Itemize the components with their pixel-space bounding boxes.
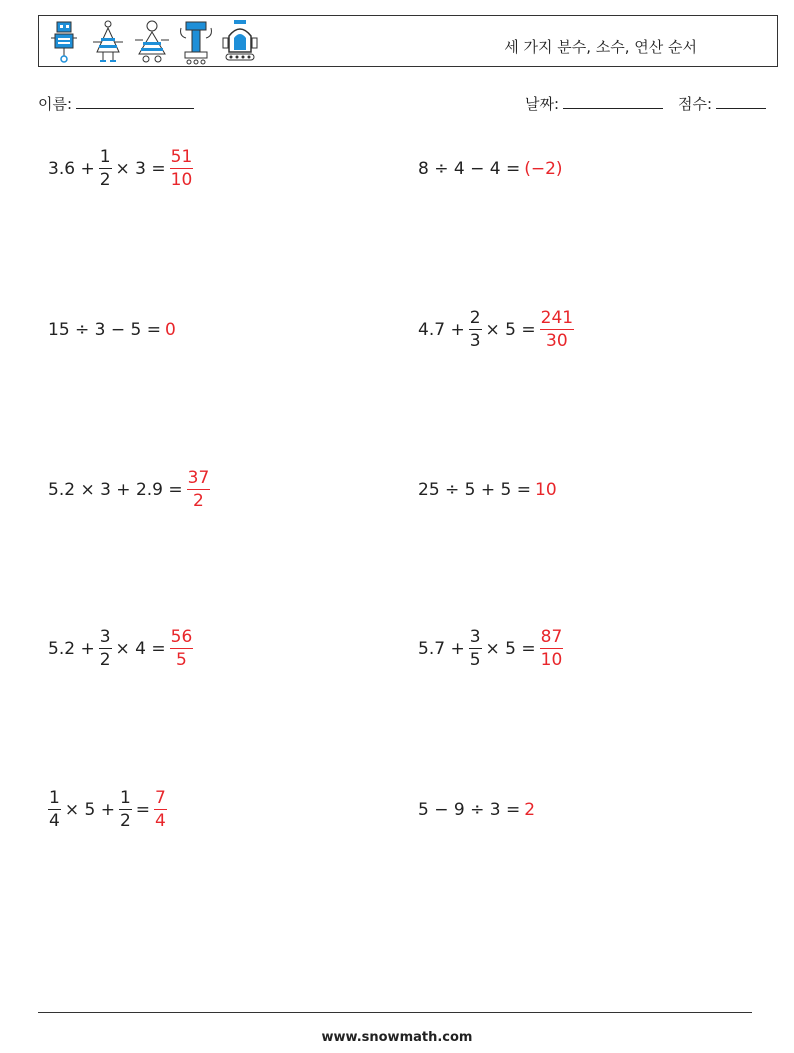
denominator: 5 xyxy=(469,650,481,670)
numerator: 241 xyxy=(540,308,574,328)
denominator: 2 xyxy=(99,170,111,190)
worksheet-title: 세 가지 분수, 소수, 연산 순서 xyxy=(504,38,697,56)
numerator: 51 xyxy=(170,147,193,167)
footer-divider xyxy=(38,1012,752,1013)
answer-fraction xyxy=(170,149,194,189)
numerator: 1 xyxy=(119,788,131,808)
expression-text: 5 − 9 ÷ 3 = xyxy=(418,800,521,820)
answer-text: 2 xyxy=(524,800,536,820)
numerator: 3 xyxy=(99,627,111,647)
date-field xyxy=(525,93,663,114)
expression-text: × 3 = xyxy=(115,159,166,179)
problem-7 xyxy=(46,619,195,679)
expression-text: = xyxy=(135,800,151,820)
fraction xyxy=(469,310,482,350)
problem-10 xyxy=(416,780,537,840)
fraction xyxy=(99,149,112,189)
denominator: 4 xyxy=(155,811,166,831)
answer-text: 10 xyxy=(535,480,557,500)
score-blank xyxy=(716,94,766,109)
numerator: 7 xyxy=(155,788,166,808)
numerator: 37 xyxy=(187,468,210,488)
denominator: 2 xyxy=(193,491,204,511)
fraction xyxy=(469,629,482,669)
numerator: 1 xyxy=(49,788,60,808)
header-box xyxy=(38,15,778,67)
answer-text: (−2) xyxy=(524,159,563,179)
expression-text: 4.7 + xyxy=(418,320,465,340)
denominator: 2 xyxy=(99,650,111,670)
name-label: 이름: xyxy=(38,95,73,113)
expression-text: 5.2 × 3 + 2.9 = xyxy=(48,480,183,500)
denominator: 10 xyxy=(540,650,563,670)
problem-1 xyxy=(46,139,195,199)
expression-text: × 5 + xyxy=(64,800,115,820)
numerator: 3 xyxy=(469,627,481,647)
date-label: 날짜: xyxy=(525,95,560,113)
expression-text: × 4 = xyxy=(115,639,166,659)
numerator: 87 xyxy=(540,627,563,647)
robot-icon-3 xyxy=(133,18,171,66)
fraction xyxy=(119,790,132,830)
robot-icon-5 xyxy=(221,18,259,66)
fraction xyxy=(99,629,112,669)
expression-text: 15 ÷ 3 − 5 = xyxy=(48,320,162,340)
robot-icons xyxy=(45,18,259,66)
date-blank xyxy=(563,94,663,109)
problem-2 xyxy=(416,139,565,199)
numerator: 1 xyxy=(99,147,111,167)
problem-3 xyxy=(46,300,178,360)
expression-text: × 5 = xyxy=(485,320,536,340)
problem-4 xyxy=(416,300,576,360)
expression-text: 8 ÷ 4 − 4 = xyxy=(418,159,521,179)
numerator: 56 xyxy=(170,627,193,647)
expression-text: 5.7 + xyxy=(418,639,465,659)
expression-text: 5.2 + xyxy=(48,639,95,659)
footer-url: www.snowmath.com xyxy=(321,1030,473,1045)
denominator: 3 xyxy=(469,331,481,351)
denominator: 2 xyxy=(119,811,131,831)
problem-6 xyxy=(416,460,559,520)
robot-icon-1 xyxy=(45,18,83,66)
answer-fraction xyxy=(187,470,211,510)
denominator: 30 xyxy=(546,331,568,351)
numerator: 2 xyxy=(469,308,481,328)
expression-text: 3.6 + xyxy=(48,159,95,179)
answer-fraction xyxy=(540,310,574,350)
denominator: 4 xyxy=(49,811,60,831)
problem-5 xyxy=(46,460,212,520)
score-field xyxy=(678,93,766,114)
expression-text: × 5 = xyxy=(485,639,536,659)
answer-fraction xyxy=(170,629,194,669)
problem-9 xyxy=(46,780,169,840)
denominator: 5 xyxy=(176,650,187,670)
robot-icon-4 xyxy=(177,18,215,66)
robot-icon-2 xyxy=(89,18,127,66)
expression-text: 25 ÷ 5 + 5 = xyxy=(418,480,532,500)
answer-fraction xyxy=(154,790,167,830)
name-blank xyxy=(76,94,194,109)
problem-8 xyxy=(416,619,565,679)
fraction xyxy=(48,790,61,830)
denominator: 10 xyxy=(170,170,193,190)
answer-text: 0 xyxy=(165,320,176,340)
score-label: 점수: xyxy=(678,95,713,113)
answer-fraction xyxy=(540,629,564,669)
name-field xyxy=(38,93,194,114)
